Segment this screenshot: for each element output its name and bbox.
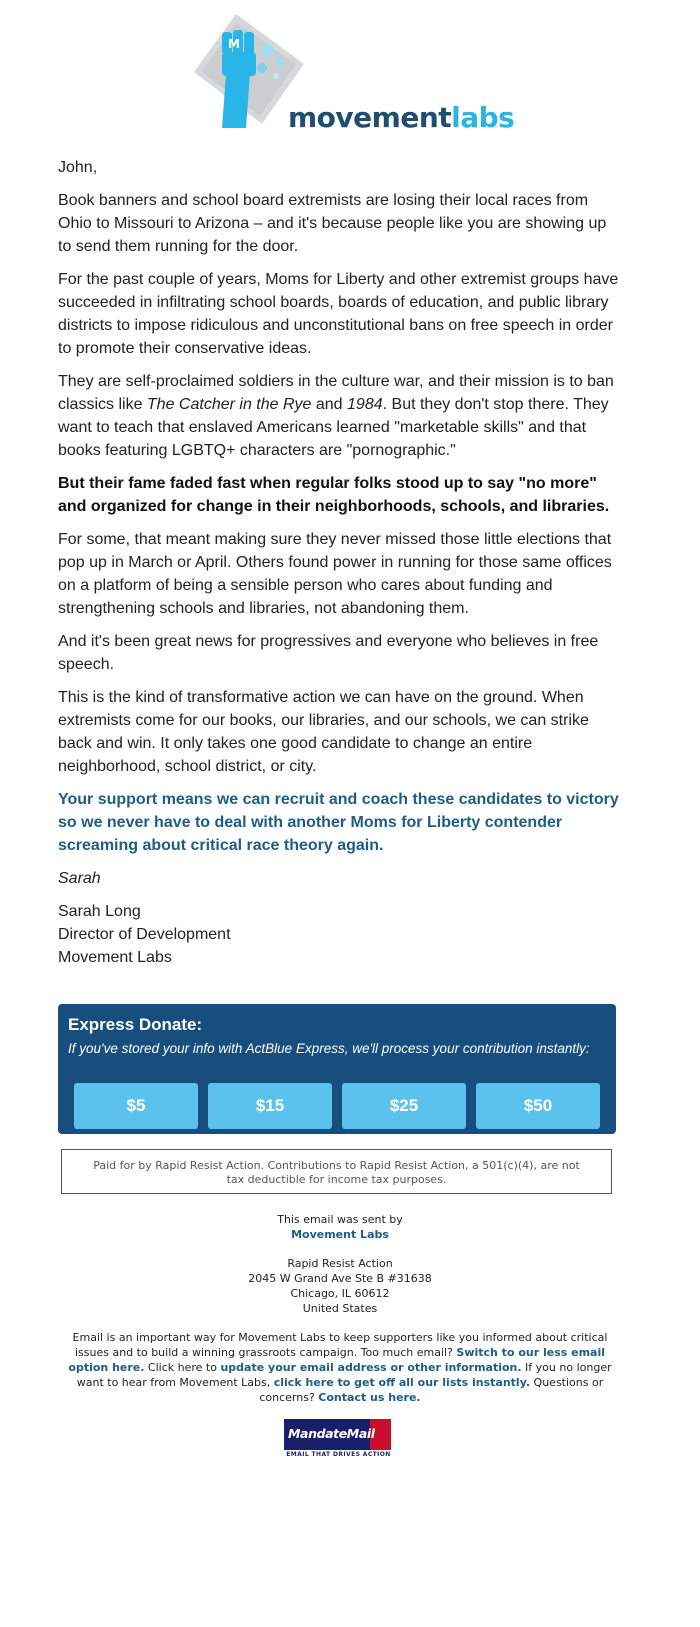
logo-word-labs: labs xyxy=(451,101,515,134)
movement-labs-logo[interactable] xyxy=(192,12,515,134)
signature: Sarah xyxy=(58,870,101,887)
paragraph-3-text-c: . But they don't stop there. They want to teach that enslaved Americans learned "marketable skills" and that books featuring LGBTQ+ characters are "pornographic." xyxy=(58,396,609,459)
address-country: United States xyxy=(302,1302,378,1315)
greeting: John, xyxy=(58,159,98,176)
contact-us-link[interactable]: Contact us here. xyxy=(318,1391,421,1404)
mailing-address xyxy=(58,1256,622,1316)
sender-link[interactable]: Movement Labs xyxy=(291,1228,389,1241)
logo-word-movement: movement xyxy=(288,101,452,134)
donate-subtitle: If you've stored your info with ActBlue Express, we'll process your contribution instantly: xyxy=(68,1041,590,1056)
donate-title: Express Donate: xyxy=(68,1015,203,1034)
notice-text-d: Questions or concerns? xyxy=(259,1376,604,1404)
notice-text-c: If you no longer want to hear from Movement Labs, xyxy=(76,1361,612,1389)
address-org: Rapid Resist Action xyxy=(287,1257,393,1270)
logo-wordmark xyxy=(288,101,515,134)
paragraph-4-bold: But their fame faded fast when regular folks stood up to say "no more" and organized for change in their neighborhoods, schools, and libraries. xyxy=(58,475,610,515)
svg-text:M: M xyxy=(228,37,240,51)
paragraph-6: And it's been great news for progressives and everyone who believes in free speech. xyxy=(58,633,599,673)
signer-title: Director of Development xyxy=(58,926,231,943)
paid-for-disclaimer: Paid for by Rapid Resist Action. Contributions to Rapid Resist Action, a 501(c)(4), are not tax deductible for income tax purposes. xyxy=(61,1149,612,1194)
signer-name: Sarah Long xyxy=(58,903,141,920)
donate-15-button[interactable]: $15 xyxy=(208,1083,332,1129)
update-info-link[interactable]: update your email address or other information. xyxy=(220,1361,522,1374)
express-donate-box xyxy=(58,1004,616,1134)
donate-5-button[interactable]: $5 xyxy=(74,1083,198,1129)
unsubscribe-link[interactable]: click here to get off all our lists instantly. xyxy=(273,1376,531,1389)
book-title-1984: 1984 xyxy=(347,396,383,413)
sent-by-label: This email was sent by xyxy=(277,1213,403,1226)
mandatemail-tagline: EMAIL THAT DRIVES ACTION xyxy=(286,1451,391,1458)
email-notice xyxy=(58,1330,622,1405)
book-title-catcher: The Catcher in the Rye xyxy=(146,396,312,413)
notice-text-b: Click here to xyxy=(144,1361,221,1374)
mandatemail-name: MandateMail xyxy=(288,1426,375,1441)
paragraph-3 xyxy=(58,370,622,462)
address-street: 2045 W Grand Ave Ste B #31638 xyxy=(248,1272,432,1285)
donate-50-button[interactable]: $50 xyxy=(476,1083,600,1129)
address-city: Chicago, IL 60612 xyxy=(290,1287,390,1300)
less-email-link[interactable]: Switch to our less email option here. xyxy=(68,1346,606,1374)
paragraph-3-text-b: and xyxy=(311,396,348,413)
paragraph-7: This is the kind of transformative action we can have on the ground. When extremists come for our books, our libraries, and our schools, we can strike back and win. It only takes one good candidate to change an entire neighborhood, school district, or city. xyxy=(58,689,589,775)
paragraph-5: For some, that meant making sure they never missed those little elections that pop up in March or April. Others found power in running for those same offices on a platform of being a sensible person who cares about funding and strengthening schools and libraries, not abandoning them. xyxy=(58,531,612,617)
paragraph-1: Book banners and school board extremists are losing their local races from Ohio to Missouri to Arizona – and it's because people like you are showing up to send them running for the door. xyxy=(58,192,607,255)
donate-25-button[interactable]: $25 xyxy=(342,1083,466,1129)
paragraph-3-text-a: They are self-proclaimed soldiers in the culture war, and their mission is to ban classics like xyxy=(58,373,614,413)
letter-body xyxy=(58,156,622,969)
signer-org: Movement Labs xyxy=(58,949,172,966)
notice-text-a: Email is an important way for Movement Labs to keep supporters like you informed about critical issues and to build a winning grassroots campaign. Too much email? xyxy=(72,1331,608,1359)
signature-block xyxy=(58,900,622,969)
mandatemail-logo[interactable] xyxy=(284,1419,391,1459)
paragraph-8-appeal: Your support means we can recruit and coach these candidates to victory so we never have to deal with another Moms for Liberty contender screaming about critical race theory again. xyxy=(58,791,619,854)
paragraph-2: For the past couple of years, Moms for Liberty and other extremist groups have succeeded in infiltrating school boards, boards of education, and public library districts to impose ridiculous and unconstitutional bans on free speech in order to promote their conservative ideas. xyxy=(58,271,619,357)
sent-by-block xyxy=(58,1212,622,1242)
